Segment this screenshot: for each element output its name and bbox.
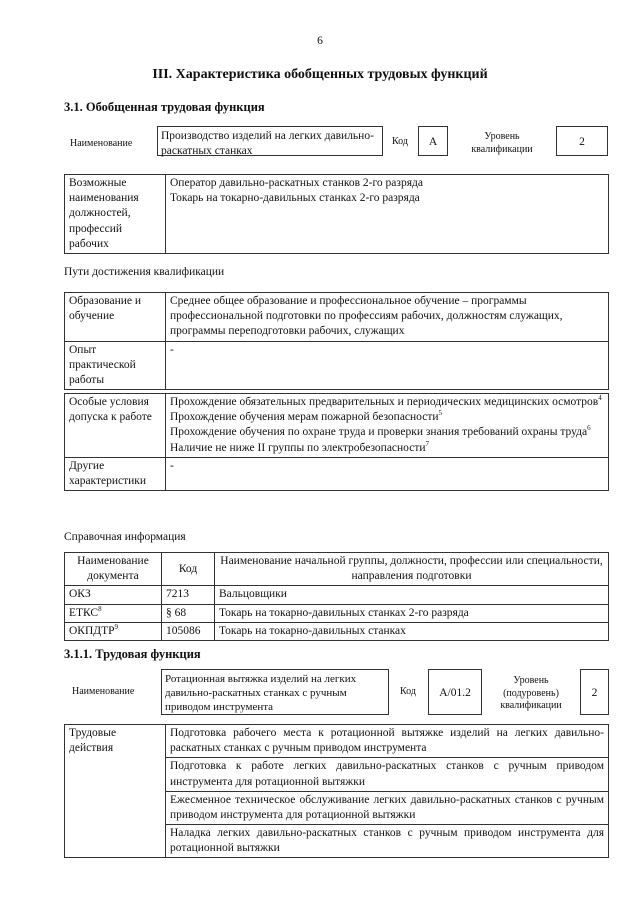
ref-doc: ОКПДТР$^9$ — [65, 622, 162, 640]
other-label: Другие характеристики — [65, 457, 166, 490]
positions-list — [166, 175, 609, 254]
s311-code-label: Код — [400, 686, 416, 697]
other-value: - — [166, 457, 609, 490]
special-item: Прохождение обучения мерам пожарной безопасности$^5$ — [170, 409, 443, 424]
section-title: III. Характеристика обобщенных трудовых функций — [152, 67, 488, 82]
page-number: 6 — [317, 35, 323, 47]
positions-label: Возможные наименования должностей, профессий рабочих — [65, 175, 166, 254]
action-item: Подготовка к работе легких давильно-раскатных станков с ручным приводом инструмента для ротационной вытяжки — [166, 758, 609, 791]
table-row — [65, 604, 609, 622]
s311-name-label: Наименование — [72, 686, 135, 697]
special-item: Наличие не ниже II группы по электробезопасности$^7$ — [170, 439, 430, 454]
special-list — [166, 394, 609, 458]
ref-code: 7213 — [162, 586, 215, 604]
ref-name: Токарь на токарно-давильных станках 2-го разряда — [215, 604, 609, 622]
ref-code: § 68 — [162, 604, 215, 622]
s311-name-value: Ротационная вытяжка изделий на легких давильно-раскатных станках с ручным приводом инструмента — [161, 669, 389, 715]
experience-label: Опыт практической работы — [65, 341, 166, 390]
reference-heading: Справочная информация — [64, 531, 186, 543]
ref-doc: ЕТКС$^8$ — [65, 604, 162, 622]
table-row — [65, 586, 609, 604]
table-row — [65, 622, 609, 640]
s31-level-label: Уровень квалификации — [471, 131, 533, 155]
reference-table — [64, 552, 609, 641]
s31-code-label: Код — [392, 136, 408, 147]
s311-code-value: A/01.2 — [428, 669, 482, 715]
action-item: Подготовка рабочего места к ротационной вытяжке изделий на легких давильно-раскатных станках с ручным приводом инструмента — [166, 725, 609, 758]
actions-table — [64, 724, 609, 858]
conditions-table — [64, 393, 609, 491]
education-table — [64, 292, 609, 390]
action-item: Ежесменное техническое обслуживание легких давильно-раскатных станков с ручным приводом инструмента для ротационной вытяжки — [166, 791, 609, 824]
s31-level-value: 2 — [556, 126, 608, 156]
positions-table — [64, 174, 609, 254]
action-item: Наладка легких давильно-раскатных станков с ручным приводом инструмента для ротационной вытяжки — [166, 825, 609, 858]
s31-name-label: Наименование — [70, 138, 133, 149]
education-value: Среднее общее образование и профессиональное обучение – программы профессиональной подготовки по профессиям рабочих, должностям служащих, программы переподготовки рабочих, служащих — [166, 293, 609, 342]
ref-doc: ОКЗ — [65, 586, 162, 604]
s31-code-value: A — [418, 126, 448, 156]
s31-heading: 3.1. Обобщенная трудовая функция — [64, 100, 265, 114]
ref-name: Токарь на токарно-давильных станках — [215, 622, 609, 640]
special-label: Особые условия допуска к работе — [65, 394, 166, 458]
actions-label: Трудовые действия — [65, 725, 166, 858]
position-item: Токарь на токарно-давильных станках 2-го разряда — [170, 192, 420, 205]
s311-heading: 3.1.1. Трудовая функция — [64, 647, 201, 661]
ref-code: 105086 — [162, 622, 215, 640]
s311-level-value: 2 — [580, 669, 609, 715]
position-item: Оператор давильно-раскатных станков 2-го разряда — [170, 177, 423, 189]
special-item: Прохождение обязательных предварительных и периодических медицинских осмотров$^4$ — [170, 394, 602, 408]
ref-header-doc: Наименование документа — [65, 553, 162, 586]
ref-name: Вальцовщики — [215, 586, 609, 604]
special-item: Прохождение обучения по охране труда и проверки знания требований охраны труда$^6$ — [170, 424, 591, 439]
s31-name-value: Производство изделий на легких давильно-раскатных станках — [157, 126, 383, 156]
education-label: Образование и обучение — [65, 293, 166, 342]
experience-value: - — [166, 341, 609, 390]
ref-header-name: Наименование начальной группы, должности, профессии или специальности, направления подготовки — [215, 553, 609, 586]
paths-heading: Пути достижения квалификации — [64, 266, 225, 278]
s311-level-label: Уровень (подуровень) квалификации — [500, 675, 562, 711]
ref-header-code: Код — [162, 553, 215, 586]
